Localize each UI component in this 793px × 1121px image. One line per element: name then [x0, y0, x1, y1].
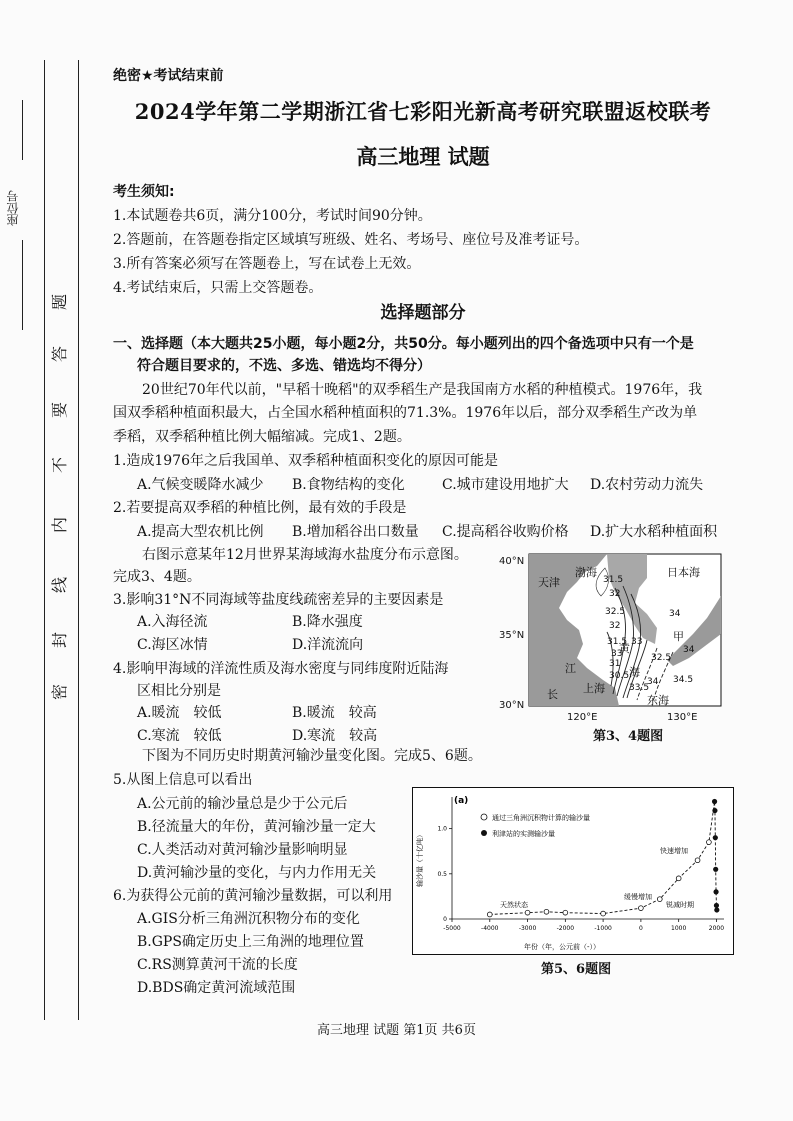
legend-filled-marker — [481, 830, 487, 836]
legend-open-marker — [481, 814, 487, 820]
data-point-delta — [525, 910, 530, 915]
legend-open-label: 通过三角洲沉积物计算的输沙量 — [492, 814, 590, 822]
x-tick-label: 0 — [638, 925, 643, 932]
data-point-lijin — [713, 835, 718, 840]
isohaline-label: 32 — [609, 621, 621, 631]
q4-option-c[interactable]: C.寒流 较低 — [137, 728, 222, 744]
q1-option-c[interactable]: C.城市建设用地扩大 — [442, 477, 569, 493]
isohaline-label: 31.5 — [603, 575, 624, 585]
seat-line-bottom — [22, 240, 23, 330]
isohaline-label: 33 — [611, 649, 623, 659]
q2-option-a[interactable]: A.提高大型农机比例 — [137, 524, 264, 540]
q6-option-b[interactable]: B.GPS确定历史上三角洲的地理位置 — [137, 934, 364, 950]
intro12-line: 20世纪70年代以前，"早稻十晚稻"的双季稻生产是我国南方水稻的种植模式。1976年，我 — [142, 382, 703, 398]
data-point-delta — [487, 912, 492, 917]
data-point-delta — [695, 858, 700, 863]
intro34-line: 右图示意某年12月世界某海域海水盐度分布示意图。 — [142, 547, 468, 563]
lat-40-label: 40°N — [499, 556, 525, 567]
q6-option-c[interactable]: C.RS测算黄河干流的长度 — [137, 957, 298, 973]
part1-heading-cont: 符合题目要求的，不选、多选、错选均不得分） — [137, 358, 431, 374]
x-tick-label: -2000 — [556, 925, 575, 932]
q5-option-c[interactable]: C.人类活动对黄河输沙量影响明显 — [137, 842, 348, 858]
x-tick-label: 1000 — [671, 925, 687, 932]
data-point-delta — [706, 840, 711, 845]
x-tick-label: 2000 — [708, 925, 725, 932]
q3-option-a[interactable]: A.入海径流 — [137, 614, 208, 630]
isohaline-label: 33 — [631, 637, 643, 647]
intro56: 下图为不同历史时期黄河输沙量变化图。完成5、6题。 — [142, 748, 482, 764]
q2-stem: 2.若要提高双季稻的种植比例，最有效的手段是 — [113, 500, 407, 516]
binding-char: 不 — [50, 457, 69, 474]
chart-caption: 第5、6题图 — [541, 962, 612, 977]
data-point-delta — [676, 876, 681, 881]
y-tick-label: 0.5 — [437, 870, 447, 878]
isohaline-label: 32.5 — [605, 607, 626, 617]
binding-char: 封 — [50, 632, 69, 649]
chart-xlabel: 年份（年，公元前（-）） — [523, 943, 601, 951]
isohaline-label: 30.5 — [609, 671, 630, 681]
q5-option-b[interactable]: B.径流量大的年份，黄河输沙量一定大 — [137, 819, 376, 835]
binding-char: 题 — [50, 294, 69, 311]
q4-stem: 4.影响甲海域的洋流性质及海水密度与同纬度附近陆海 — [113, 661, 449, 677]
q5-option-a[interactable]: A.公元前的输沙量总是少于公元后 — [137, 796, 348, 812]
x-tick-label: -4000 — [481, 925, 499, 932]
x-tick-label: -3000 — [518, 925, 537, 932]
binding-char: 内 — [50, 517, 69, 534]
seat-line-top — [22, 100, 23, 160]
data-point-delta — [601, 911, 606, 916]
exam-title: 2024学年第二学期浙江省七彩阳光新高考研究联盟返校联考 — [134, 99, 712, 124]
lat-30-label: 30°N — [499, 700, 525, 711]
data-point-delta — [544, 909, 549, 914]
binding-char: 要 — [50, 402, 69, 419]
isohaline-label: 34 — [647, 677, 659, 687]
annotation-sharp-decline: 锐减时期 — [666, 901, 694, 909]
lon-120-label: 120°E — [567, 712, 598, 723]
secret-label: 绝密★考试结束前 — [113, 68, 224, 84]
place-bohai: 渤海 — [575, 566, 597, 579]
lat-35-label: 35°N — [499, 630, 525, 641]
annotation-natural: 天然状态 — [500, 901, 528, 909]
q4-option-a[interactable]: A.暖流 较低 — [137, 705, 222, 721]
notice-item: 4.考试结束后，只需上交答题卷。 — [113, 280, 323, 296]
binding-char: 线 — [50, 577, 69, 594]
place-huang: 黄 — [619, 642, 630, 655]
seat-number-label: 座位号 — [6, 190, 20, 226]
q5-stem: 5.从图上信息可以看出 — [113, 772, 253, 788]
page-footer: 高三地理 试题 第1页 共6页 — [317, 1023, 476, 1038]
isohaline-label: 32 — [609, 589, 621, 599]
data-point-lijin — [712, 799, 717, 804]
q1-option-a[interactable]: A.气候变暖降水减少 — [137, 477, 264, 493]
q2-option-b[interactable]: B.增加稻谷出口数量 — [292, 524, 419, 540]
isohaline-label: 32.5 — [651, 653, 672, 663]
data-point-delta — [563, 910, 568, 915]
place-jiang: 江 — [565, 662, 576, 675]
q4-option-d[interactable]: D.寒流 较高 — [292, 728, 378, 744]
chart-ylabel: 输沙量（十亿吨） — [416, 831, 424, 887]
notice-item: 2.答题前，在答题卷指定区域填写班级、姓名、考场号、座位号及准考证号。 — [113, 232, 589, 248]
place-donghai: 东海 — [647, 694, 669, 707]
data-point-lijin — [713, 889, 718, 894]
q2-option-d[interactable]: D.扩大水稻种植面积 — [590, 524, 718, 540]
q1-option-b[interactable]: B.食物结构的变化 — [292, 477, 405, 493]
isohaline-label: 34 — [669, 609, 681, 619]
data-point-lijin — [713, 867, 718, 872]
q5-option-d[interactable]: D.黄河输沙量的变化，与内力作用无关 — [137, 865, 377, 881]
place-hai: 海 — [629, 666, 640, 679]
map-caption: 第3、4题图 — [593, 729, 664, 744]
binding-char: 答 — [50, 346, 69, 363]
data-point-delta — [638, 906, 643, 911]
q4-stem-cont: 区相比分别是 — [137, 683, 221, 699]
data-point-lijin — [712, 808, 717, 813]
annotation-rapid-increase: 快速增加 — [660, 847, 688, 855]
intro34-line: 完成3、4题。 — [113, 569, 201, 585]
q4-option-b[interactable]: B.暖流 较高 — [292, 705, 377, 721]
place-sea-of-japan: 日本海 — [667, 566, 700, 579]
isohaline-label: 33.5 — [629, 683, 650, 693]
binding-char: 密 — [50, 684, 69, 701]
x-tick-label: -5000 — [443, 925, 461, 932]
q2-option-c[interactable]: C.提高稻谷收购价格 — [442, 524, 569, 540]
q3-option-b[interactable]: B.降水强度 — [292, 614, 363, 630]
data-point-lijin — [714, 907, 719, 912]
sediment-chart — [412, 787, 734, 955]
q3-option-c[interactable]: C.海区冰情 — [137, 637, 208, 653]
section-title: 选择题部分 — [380, 303, 466, 323]
lon-130-label: 130°E — [667, 712, 698, 723]
data-point-delta — [657, 897, 662, 902]
binding-line-outer — [44, 60, 45, 1020]
q3-stem: 3.影响31°N不同海域等盐度线疏密差异的主要因素是 — [113, 592, 444, 608]
data-point-lijin — [714, 903, 719, 908]
x-tick-label: -1000 — [594, 925, 612, 932]
q6-option-a[interactable]: A.GIS分析三角洲沉积物分布的变化 — [137, 911, 360, 927]
legend-filled-label: 利津站的实测输沙量 — [492, 830, 555, 838]
q1-option-d[interactable]: D.农村劳动力流失 — [590, 477, 704, 493]
isohaline-label: 34 — [683, 645, 695, 655]
annotation-slow-increase: 缓慢增加 — [624, 893, 652, 901]
place-tianjin: 天津 — [538, 576, 560, 589]
binding-line-inner — [78, 60, 79, 1020]
q1-stem: 1.造成1976年之后我国单、双季稻种植面积变化的原因可能是 — [113, 453, 498, 469]
q6-option-d[interactable]: D.BDS确定黄河流域范围 — [137, 980, 296, 996]
isohaline-label: 31.5 — [607, 637, 628, 647]
notice-item: 3.所有答案必须写在答题卷上，写在试卷上无效。 — [113, 256, 421, 272]
place-chang: 长 — [547, 688, 558, 701]
chart-panel-label: (a) — [454, 796, 469, 806]
y-tick-label: 0 — [443, 916, 447, 923]
y-tick-label: 1.0 — [437, 825, 447, 833]
intro12-line: 国双季稻种植面积最大，占全国水稻种植面积的71.3%。1976年以后，部分双季稻生产改为单 — [113, 405, 698, 421]
place-jia: 甲 — [673, 630, 684, 643]
intro12-line: 季稻，双季稻种植比例大幅缩减。完成1、2题。 — [113, 429, 411, 445]
isohaline-label: 34.5 — [673, 675, 694, 685]
q6-stem: 6.为获得公元前的黄河输沙量数据，可以利用 — [113, 888, 393, 904]
notice-heading: 考生须知: — [113, 184, 175, 200]
notice-item: 1.本试题卷共6页，满分100分，考试时间90分钟。 — [113, 208, 432, 224]
q3-option-d[interactable]: D.洋流流向 — [292, 637, 364, 653]
isohaline-label: 31 — [609, 659, 621, 669]
exam-subtitle: 高三地理 试题 — [356, 144, 490, 169]
place-shanghai: 上海 — [583, 682, 605, 695]
part1-heading: 一、选择题（本大题共25小题，每小题2分，共50分。每小题列出的四个备选项中只有一个是 — [113, 336, 694, 352]
salinity-map — [497, 548, 732, 723]
